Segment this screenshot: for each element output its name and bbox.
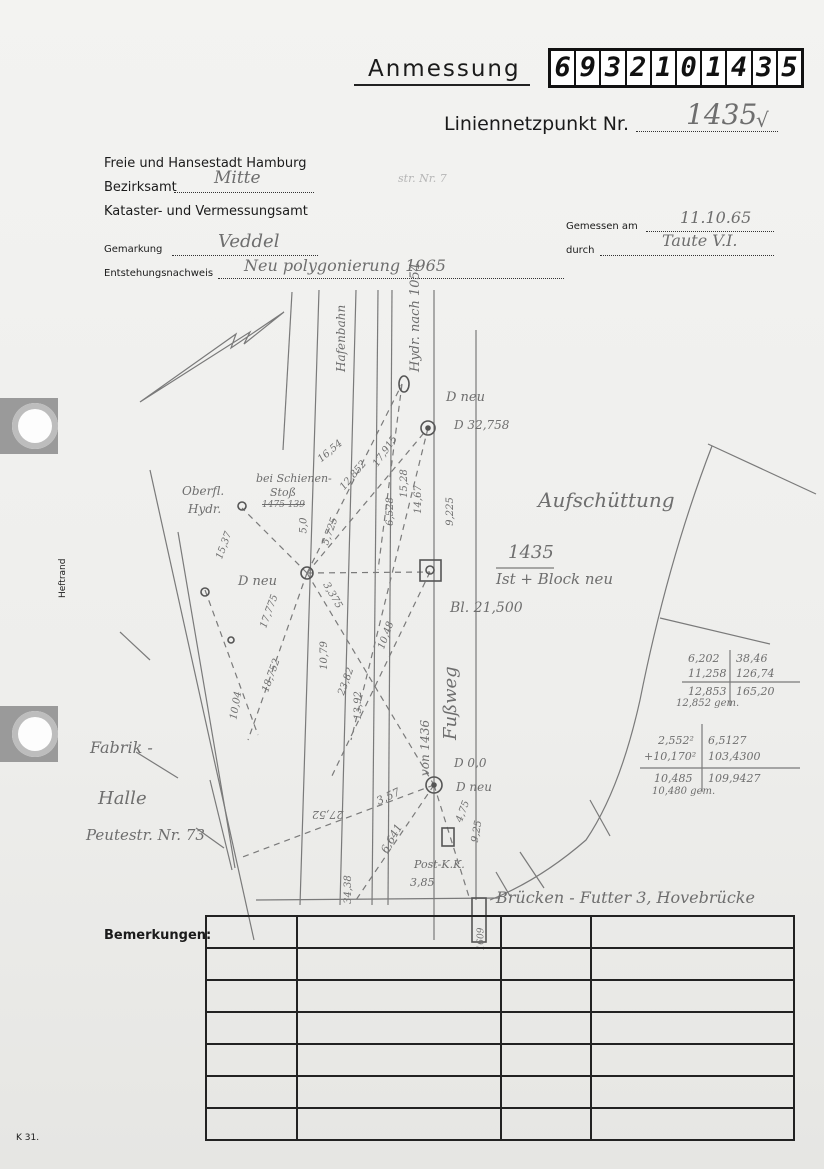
- calc2-r1c2: 6,5127: [708, 734, 747, 747]
- stoss-label: Stoß: [270, 486, 296, 499]
- stoss-values: 1475 139: [262, 500, 305, 510]
- measure-line: [242, 508, 310, 573]
- halle-label: Halle: [98, 788, 147, 809]
- measure-line: [240, 785, 434, 858]
- remarks-cell[interactable]: [501, 1108, 591, 1140]
- measure-5725: 5,725: [320, 516, 341, 547]
- measure-17915: 17,915: [370, 434, 401, 469]
- post-kk-label: Post-K.K.: [414, 858, 465, 871]
- table-row: [206, 1108, 794, 1140]
- calc1-r3c2: 165,20: [736, 685, 775, 698]
- office-line1: Freie und Hansestadt Hamburg: [104, 156, 307, 171]
- remarks-cell[interactable]: [206, 1012, 297, 1044]
- survey-point-icon: [228, 637, 234, 643]
- measure-line: [307, 572, 430, 573]
- digit: 4: [727, 51, 752, 85]
- measure-925: 9,25: [469, 819, 485, 844]
- faint-note: str. Nr. 7: [398, 172, 447, 185]
- measure-475: 4,75: [454, 799, 473, 824]
- peutestrasse-label: Peutestr. Nr. 73: [86, 826, 205, 844]
- block-marker-icon: [420, 560, 441, 581]
- hafenbahn-label: Hafenbahn: [334, 304, 348, 372]
- digit: 6: [551, 51, 576, 85]
- ist-block-label: Ist + Block neu: [496, 570, 614, 588]
- d-neu-label: D neu: [446, 390, 485, 405]
- calc1-gem: 12,852 gem.: [676, 698, 740, 709]
- measure-357: 3,57: [374, 785, 403, 808]
- remarks-cell[interactable]: [591, 1012, 794, 1044]
- embankment-line: [708, 444, 816, 494]
- boundary-line: [178, 532, 235, 868]
- measure-1392: 13,92: [352, 691, 364, 720]
- measure-1654: 16,54: [315, 438, 345, 465]
- rail-line: [372, 290, 378, 905]
- remarks-cell[interactable]: [206, 1108, 297, 1140]
- remarks-cell[interactable]: [297, 948, 501, 980]
- durch-label: durch: [566, 245, 595, 256]
- measure-18752: 18,752: [260, 657, 283, 694]
- measure-2752: 27,52: [312, 808, 344, 821]
- digit: 3: [601, 51, 626, 85]
- gemarkung-value: Veddel: [218, 231, 280, 252]
- entstehung-label: Entstehungsnachweis: [104, 268, 214, 279]
- d-neu-label-3: D neu: [456, 780, 492, 794]
- durch-value: Taute V.I.: [662, 231, 738, 250]
- remarks-cell[interactable]: [501, 980, 591, 1012]
- calc2-r2c2: 103,4300: [708, 750, 761, 763]
- table-row: [206, 916, 794, 948]
- oberflaechen-label: Oberfl.: [182, 484, 225, 498]
- remarks-cell[interactable]: [591, 1108, 794, 1140]
- calc1-r3c1: 12,853: [688, 685, 727, 698]
- calc1-r1c2: 38,46: [736, 652, 768, 665]
- form-code: K 31.: [16, 1133, 40, 1143]
- value-385: 3,85: [410, 876, 435, 889]
- heftrand-label: Heftrand: [58, 558, 68, 598]
- remarks-cell[interactable]: [501, 948, 591, 980]
- remarks-cell[interactable]: [591, 980, 794, 1012]
- table-row: [206, 1012, 794, 1044]
- rail-line: [388, 290, 392, 905]
- fussweg-label: Fußweg: [440, 666, 461, 740]
- bottom-line: [256, 898, 500, 900]
- remarks-cell[interactable]: [206, 948, 297, 980]
- hatch: [590, 800, 610, 836]
- d-value-label: D 32,758: [454, 418, 510, 432]
- remarks-cell[interactable]: [206, 1076, 297, 1108]
- north-arrow-icon: [140, 312, 284, 402]
- digit: 9: [576, 51, 601, 85]
- remarks-cell[interactable]: [297, 1108, 501, 1140]
- remarks-table: [205, 915, 795, 1141]
- form-title: Anmessung: [368, 56, 521, 82]
- calc2-r2c1: +10,170²: [644, 750, 697, 763]
- remarks-label: Bemerkungen:: [104, 928, 212, 943]
- remarks-cell[interactable]: [297, 1044, 501, 1076]
- calc2-gem: 10,480 gem.: [652, 786, 716, 797]
- measure-1004: 10,04: [228, 690, 245, 721]
- aufschuettung-label: Aufschüttung: [538, 488, 675, 512]
- digit: 5: [781, 52, 798, 83]
- measure-17775: 17,775: [258, 593, 281, 630]
- von-label: von 1436: [418, 719, 432, 776]
- measure-2382: 23,82: [336, 666, 357, 697]
- measure-3375: 3,375: [320, 580, 345, 611]
- remarks-cell[interactable]: [591, 1076, 794, 1108]
- remarks-cell[interactable]: [501, 916, 591, 948]
- hydrant-icon: [399, 376, 409, 392]
- rail-line: [283, 292, 292, 450]
- measure-1048: 10,48: [376, 620, 397, 651]
- point-value: 1435: [686, 98, 758, 131]
- d-neu-label-2: D neu: [238, 574, 277, 589]
- remarks-cell[interactable]: [591, 916, 794, 948]
- digit: 1: [652, 51, 677, 85]
- bezirksamt-label: Bezirksamt: [104, 180, 177, 195]
- gemessen-value: 11.10.65: [680, 208, 752, 227]
- measure-9225: 9,225: [444, 497, 456, 526]
- table-row: [206, 1044, 794, 1076]
- entstehung-value: Neu polygonierung 1965: [244, 256, 446, 275]
- remarks-cell[interactable]: [206, 916, 297, 948]
- embankment-line: [490, 446, 712, 900]
- remarks-cell[interactable]: [501, 1076, 591, 1108]
- measure-1467: 14,67: [412, 485, 424, 514]
- digit: 1: [702, 51, 727, 85]
- calc2-r1c1: 2,552²: [658, 734, 694, 747]
- bezirksamt-value: Mitte: [214, 168, 261, 188]
- survey-point-icon: [201, 588, 209, 596]
- table-row: [206, 980, 794, 1012]
- calc1-r2c1: 11,258: [688, 667, 727, 680]
- digit: 2: [627, 51, 652, 85]
- measure-3438: 34,38: [342, 875, 354, 904]
- remarks-cell[interactable]: [206, 1044, 297, 1076]
- calc2-r3c2: 109,9427: [708, 772, 761, 785]
- hatch: [520, 852, 544, 888]
- remarks-cell[interactable]: [501, 1044, 591, 1076]
- remarks-cell[interactable]: [297, 1076, 501, 1108]
- measure-1609: 1609: [476, 927, 487, 951]
- measure-12852: 12,852: [338, 458, 369, 493]
- hatch: [120, 632, 150, 660]
- measure-6528: 6,528: [384, 497, 396, 526]
- digit: 3: [753, 51, 778, 85]
- gemarkung-label: Gemarkung: [104, 244, 163, 255]
- calc1-r1c1: 6,202: [688, 652, 720, 665]
- bl-label: Bl. 21,500: [450, 600, 523, 616]
- point-number-label: 1435: [508, 542, 554, 563]
- remarks-cell[interactable]: [206, 980, 297, 1012]
- hydrant-note: Hydr. nach 1054: [408, 262, 423, 372]
- digit: 0: [677, 51, 702, 85]
- calc2-r3c1: 10,485: [654, 772, 693, 785]
- embankment-line: [660, 618, 770, 644]
- measure-6641: 6,641: [378, 821, 406, 856]
- remarks-cell[interactable]: [591, 948, 794, 980]
- measure-line: [307, 573, 434, 785]
- remarks-cell[interactable]: [501, 1012, 591, 1044]
- d-zero-label: D 0,0: [454, 756, 487, 770]
- measure-1537: 15,37: [214, 530, 235, 561]
- hydrant-label: Hydr.: [188, 502, 222, 516]
- measure-1528: 15,28: [398, 469, 410, 498]
- remarks-cell[interactable]: [297, 980, 501, 1012]
- point-label: Liniennetzpunkt Nr.: [444, 113, 630, 135]
- table-row: [206, 948, 794, 980]
- schienenstoss-label: bei Schienen-: [256, 472, 332, 485]
- gemessen-label: Gemessen am: [566, 221, 638, 232]
- measure-50: 5,0: [298, 517, 310, 534]
- check-mark-icon: √: [756, 108, 769, 132]
- calc1-r2c2: 126,74: [736, 667, 775, 680]
- table-row: [206, 1076, 794, 1108]
- remarks-cell[interactable]: [591, 1044, 794, 1076]
- measure-1079: 10,79: [318, 641, 330, 670]
- fabrik-label: Fabrik -: [90, 738, 153, 757]
- office-line3: Kataster- und Vermessungsamt: [104, 204, 308, 219]
- bruecken-label: Brücken - Futter 3, Hovebrücke: [496, 888, 755, 907]
- remarks-cell[interactable]: [297, 916, 501, 948]
- remarks-cell[interactable]: [297, 1012, 501, 1044]
